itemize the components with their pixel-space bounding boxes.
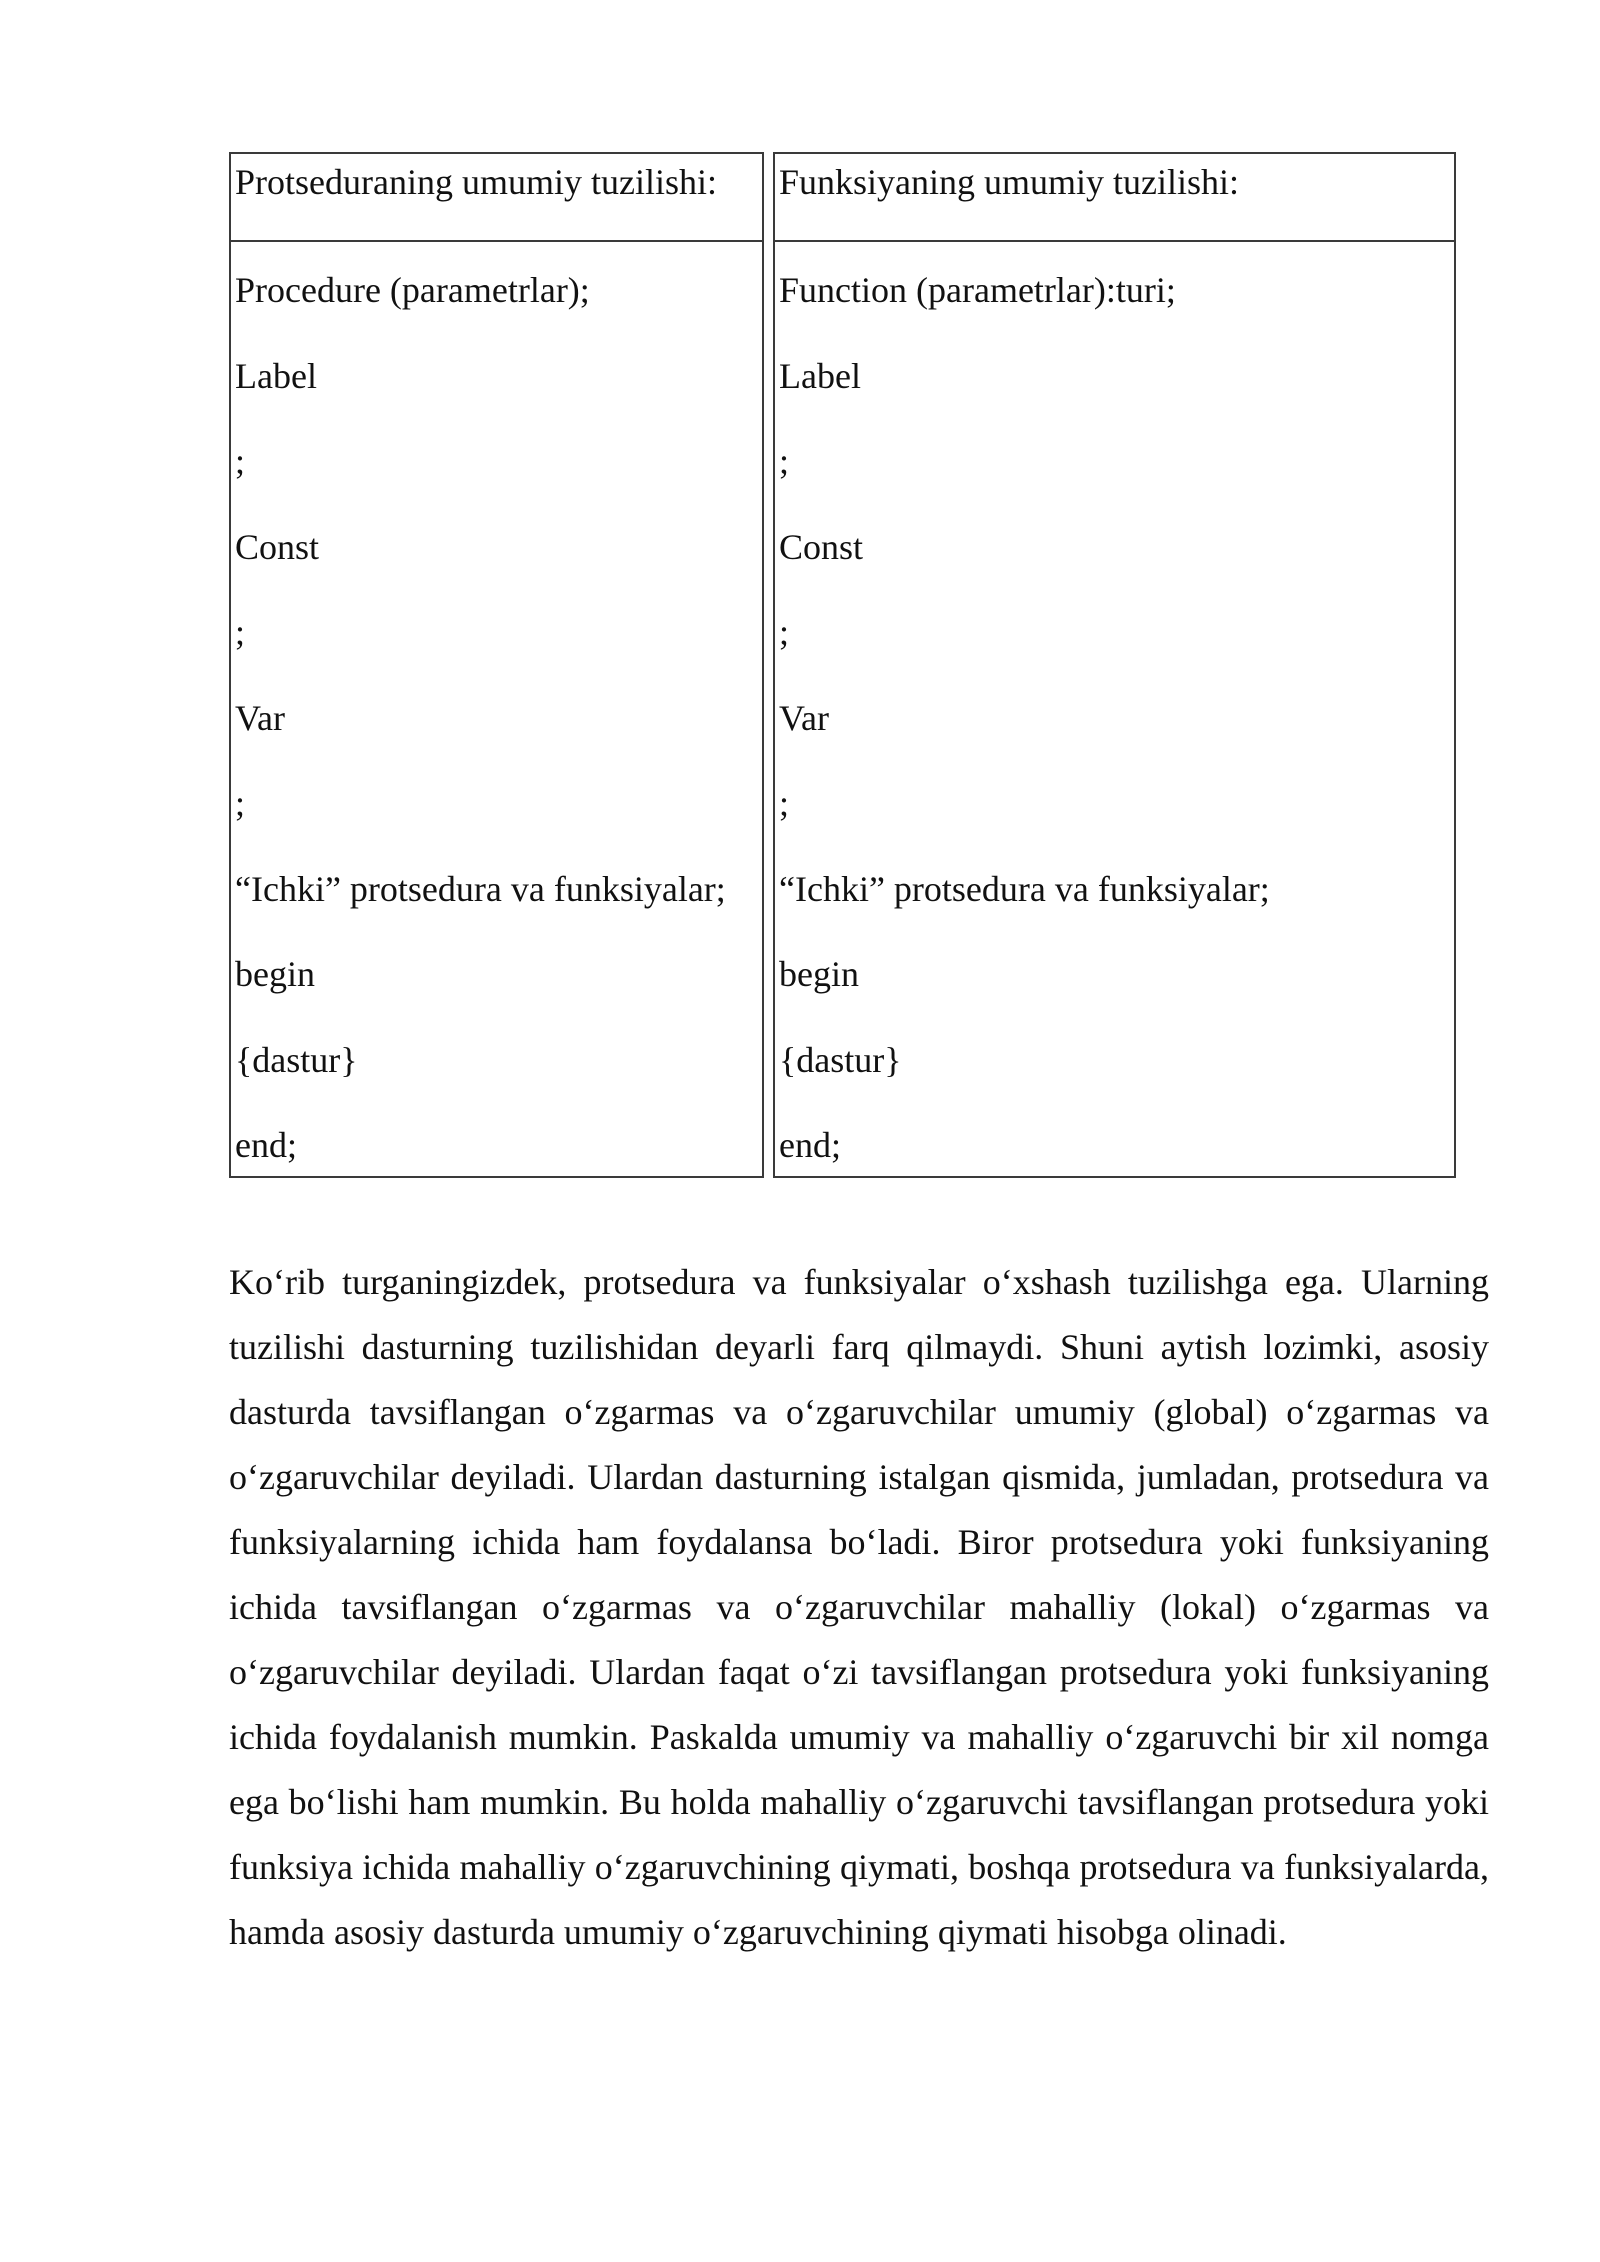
- procedure-line: Procedure (parametrlar);: [235, 270, 590, 310]
- function-line: {dastur}: [779, 1039, 902, 1080]
- procedure-structure-body: [231, 242, 762, 1189]
- function-line: Var: [779, 697, 829, 738]
- function-line: ;: [779, 441, 790, 481]
- function-structure-body: [775, 242, 1454, 1189]
- function-line: Label: [779, 355, 861, 396]
- procedure-structure-header: Protseduraning umumiy tuzilishi:: [231, 154, 762, 242]
- procedure-line: “Ichki” protsedura va funksiyalar;: [235, 868, 726, 909]
- function-line: Const: [779, 526, 864, 567]
- body-paragraph: Koʻrib turganingizdek, protsedura va funksiyalar oʻxshash tuzilishga ega. Ularning tuzilishi dasturning tuzilishidan deyarli farq qilmaydi. Shuni aytish lozimki, asosiy dasturda tavsiflangan oʻzgarmas va oʻzgaruvchilar umumiy (global) oʻzgarmas va oʻzgaruvchilar deyiladi. Ulardan dasturning istalgan qismida, jumladan, protsedura va funksiyalarning ichida ham foydalansa boʻladi. Biror protsedura yoki funksiyaning ichida tavsiflangan oʻzgarmas va oʻzgaruvchilar mahalliy (lokal) oʻzgarmas va oʻzgaruvchilar deyiladi. Ulardan faqat oʻzi tavsiflangan protsedura yoki funksiyaning ichida foydalanish mumkin. Paskalda umumiy va mahalliy oʻzgaruvchi bir xil nomga ega boʻlishi ham mumkin. Bu holda mahalliy oʻzgaruvchi tavsiflangan protsedura yoki funksiya ichida mahalliy oʻzgaruvchining qiymati, boshqa protsedura va funksiyalarda, hamda asosiy dasturda umumiy oʻzgaruvchining qiymati hisobga olinadi.: [229, 1262, 1489, 1952]
- procedure-line: end;: [235, 1125, 297, 1165]
- procedure-line: {dastur}: [235, 1039, 358, 1080]
- function-line: begin: [779, 954, 859, 994]
- function-line: ;: [779, 612, 790, 652]
- procedure-line: Var: [235, 697, 285, 738]
- procedure-line: ;: [235, 783, 246, 823]
- function-line: “Ichki” protsedura va funksiyalar;: [779, 868, 1270, 909]
- procedure-line: Label: [235, 355, 317, 396]
- function-structure-header: Funksiyaning umumiy tuzilishi:: [775, 154, 1454, 242]
- procedure-line: ;: [235, 441, 246, 481]
- procedure-line: begin: [235, 954, 315, 994]
- procedure-line: Const: [235, 526, 320, 567]
- function-line: Function (parametrlar):turi;: [779, 270, 1176, 310]
- procedure-structure-box: [229, 152, 764, 1178]
- function-structure-box: [773, 152, 1456, 1178]
- function-line: end;: [779, 1125, 841, 1165]
- function-line: ;: [779, 783, 790, 823]
- procedure-line: ;: [235, 612, 246, 652]
